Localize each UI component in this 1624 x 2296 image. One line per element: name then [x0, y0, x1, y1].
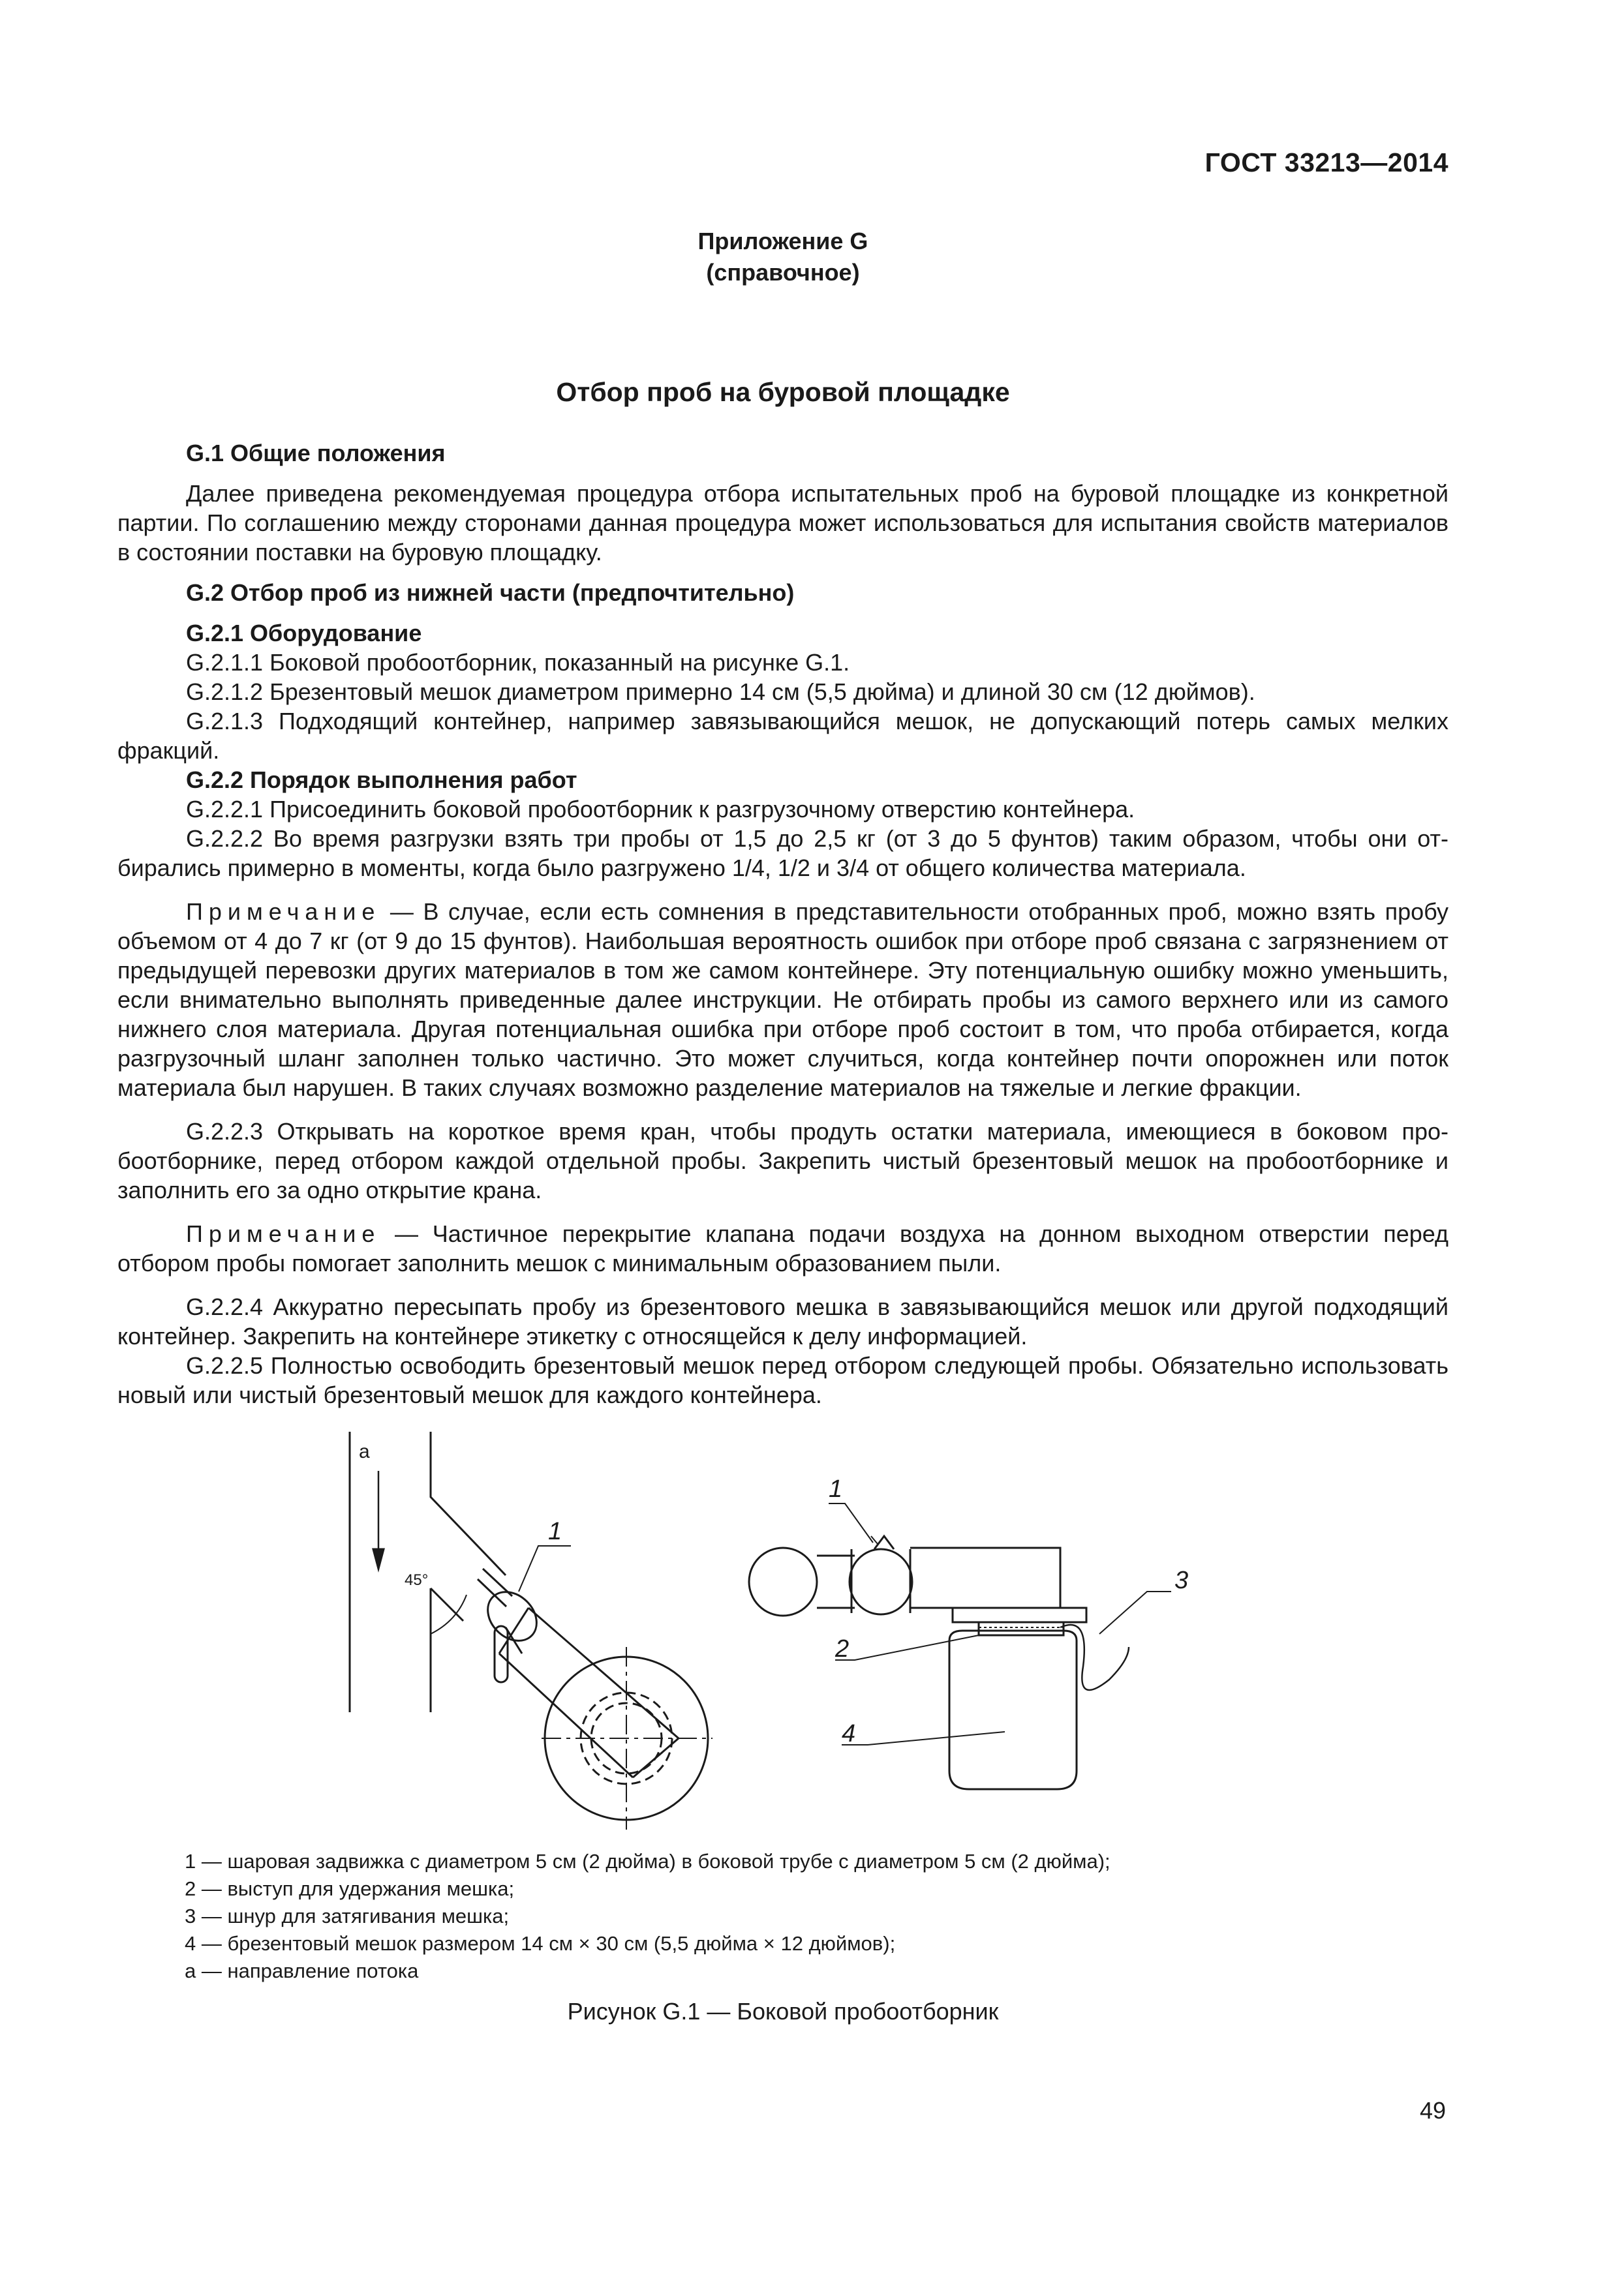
section-g2-heading: G.2 Отбор проб из нижней части (предпочтительно) — [186, 579, 795, 606]
legend-item: 4 — брезентовый мешок размером 14 см × 30 см (5,5 дюйма × 12 дюймов); — [185, 1932, 896, 1955]
label-a: а — [359, 1441, 370, 1462]
document-code: ГОСТ 33213—2014 — [1204, 147, 1448, 177]
note-label: Примечание — [186, 898, 381, 925]
clause-g213: G.2.1.3 Подходящий контейнер, например завязывающийся мешок, не допускающий потерь самых мелких фракций. — [117, 708, 1448, 764]
note-1-text: — В случае, если есть сомнения в представительности отобранных проб, можно взять пробу объемом от 4 до 7 кг (от 9 до 15 фунтов). Наибольшая вероятность ошибок при отборе проб связана с загрязнением от предыдущей перевозки других материалов в том же самом контейнере. Эту потенциальную ошибку можно уменьшить, если внимательно выполнять приведенные далее инструкции. Не отбирать пробы из самого верхнего или из самого нижнего слоя материала. Другая потенциальная ошибка при отборе проб состоит в том, что проба отбирается, когда разгрузочный шланг заполнен только частично. Это может случиться, когда контейнер почти опорожнен или поток материала был нарушен. В таких случаях возможно разделение материалов на тяжелые и легкие фракции. — [117, 898, 1448, 1101]
label-angle: 45° — [405, 1571, 429, 1589]
leader-1-right — [829, 1503, 873, 1543]
note-label: Примечание — [186, 1220, 381, 1247]
label-2: 2 — [835, 1635, 850, 1663]
note-2-text: — Частичное перекрытие клапана подачи воздуха на донном выходном отверстии перед отбором пробы помогает заполнить мешок с минимальным образованием пыли. — [117, 1220, 1448, 1276]
appendix-title: Приложение G — [697, 228, 868, 254]
angle-arc — [431, 1595, 467, 1634]
section-g22-heading: G.2.2 Порядок выполнения работ — [186, 766, 577, 793]
figure-caption: Рисунок G.1 — Боковой пробоотборник — [567, 1998, 999, 2025]
label-1-left: 1 — [548, 1518, 562, 1545]
vertical-pipe-right-wall-upper — [431, 1432, 506, 1575]
clause-g222: G.2.2.2 Во время разгрузки взять три пробы от 1,5 до 2,5 кг (от 3 до 5 фунтов) таким образом, чтобы они отбирались примерно в моменты, когда было разгружено 1/4, 1/2 и 3/4 от общего количества материала. — [117, 825, 1448, 881]
legend-item: 1 — шаровая задвижка с диаметром 5 см (2 дюйма) в боковой трубе с диаметром 5 см (2 дюйма); — [185, 1850, 1111, 1873]
appendix-heading — [0, 226, 1566, 288]
label-4: 4 — [842, 1720, 856, 1747]
sampler-tube-upper-wall — [529, 1608, 679, 1738]
label-3: 3 — [1174, 1567, 1189, 1594]
bag-holder-plate — [953, 1608, 1086, 1622]
label-1-right: 1 — [829, 1475, 843, 1503]
drawstring — [1060, 1625, 1129, 1690]
page-title: Отбор проб на буровой площадке — [556, 377, 1010, 407]
legend-item: а — направление потока — [185, 1959, 419, 1982]
document-body — [117, 438, 1448, 1410]
canvas-bag — [949, 1631, 1077, 1789]
section-g1-text: Далее приведена рекомендуемая процедура отбора испытательных проб на буровой площадке из конкретной партии. По соглашению между сторонами данная процедура может использоваться для испытания свойств материалов в состоянии поставки на буровую площадку. — [117, 480, 1448, 566]
clause-g212: G.2.1.2 Брезентовый мешок диаметром примерно 14 см (5,5 дюйма) и длиной 30 см (12 дюймов). — [186, 678, 1255, 705]
page-number: 49 — [1419, 2097, 1446, 2124]
clause-g211: G.2.1.1 Боковой пробоотборник, показанный на рисунке G.1. — [186, 649, 850, 676]
sampler-tube-lower-wall — [499, 1654, 633, 1777]
ball-valve-right — [850, 1549, 912, 1614]
figure-legend — [185, 1848, 1424, 1985]
section-g1-heading: G.1 Общие положения — [186, 440, 446, 466]
legend-item: 3 — шнур для затягивания мешка; — [185, 1905, 510, 1927]
leader-1-arrow — [871, 1536, 878, 1544]
clause-g225: G.2.2.5 Полностью освободить брезентовый мешок перед отбором следующей пробы. Обязательно использовать новый или чистый брезентовый мешок для каждого контейнера. — [117, 1352, 1448, 1408]
figure-side-sampler — [326, 1432, 1240, 1836]
note-1 — [117, 897, 1448, 1102]
leader-4 — [842, 1732, 1005, 1745]
branch-lower-wall — [431, 1588, 463, 1621]
leader-1-left — [519, 1546, 571, 1592]
legend-item: 2 — выступ для удержания мешка; — [185, 1877, 515, 1900]
clause-g223: G.2.2.3 Открывать на короткое время кран, чтобы продуть остатки материала, имеющиеся в боковом пробоотборнике, перед отбором каждой отдельной пробы. Закрепить чистый брезентовый мешок на пробоотборнике и заполнить его за одно открытие крана. — [117, 1118, 1448, 1203]
note-2 — [117, 1219, 1448, 1278]
sampler-tube-start — [499, 1608, 529, 1654]
bag-collar — [979, 1622, 1064, 1635]
section-g21-heading: G.2.1 Оборудование — [186, 620, 422, 646]
side-pipe-circle — [749, 1548, 817, 1616]
clause-g224: G.2.2.4 Аккуратно пересыпать пробу из брезентового мешка в завязывающийся мешок или другой подходящий контейнер. Закрепить на контейнере этикетку с относящейся к делу информацией. — [117, 1293, 1448, 1350]
leader-3 — [1099, 1592, 1171, 1634]
appendix-type: (справочное) — [706, 259, 860, 286]
sampler-tube-right — [910, 1548, 1060, 1608]
leader-2 — [835, 1635, 979, 1660]
ball-valve-body — [478, 1582, 547, 1651]
flow-arrow-head — [373, 1549, 384, 1569]
clause-g221: G.2.2.1 Присоединить боковой пробоотборник к разгрузочному отверстию контейнера. — [186, 796, 1135, 823]
